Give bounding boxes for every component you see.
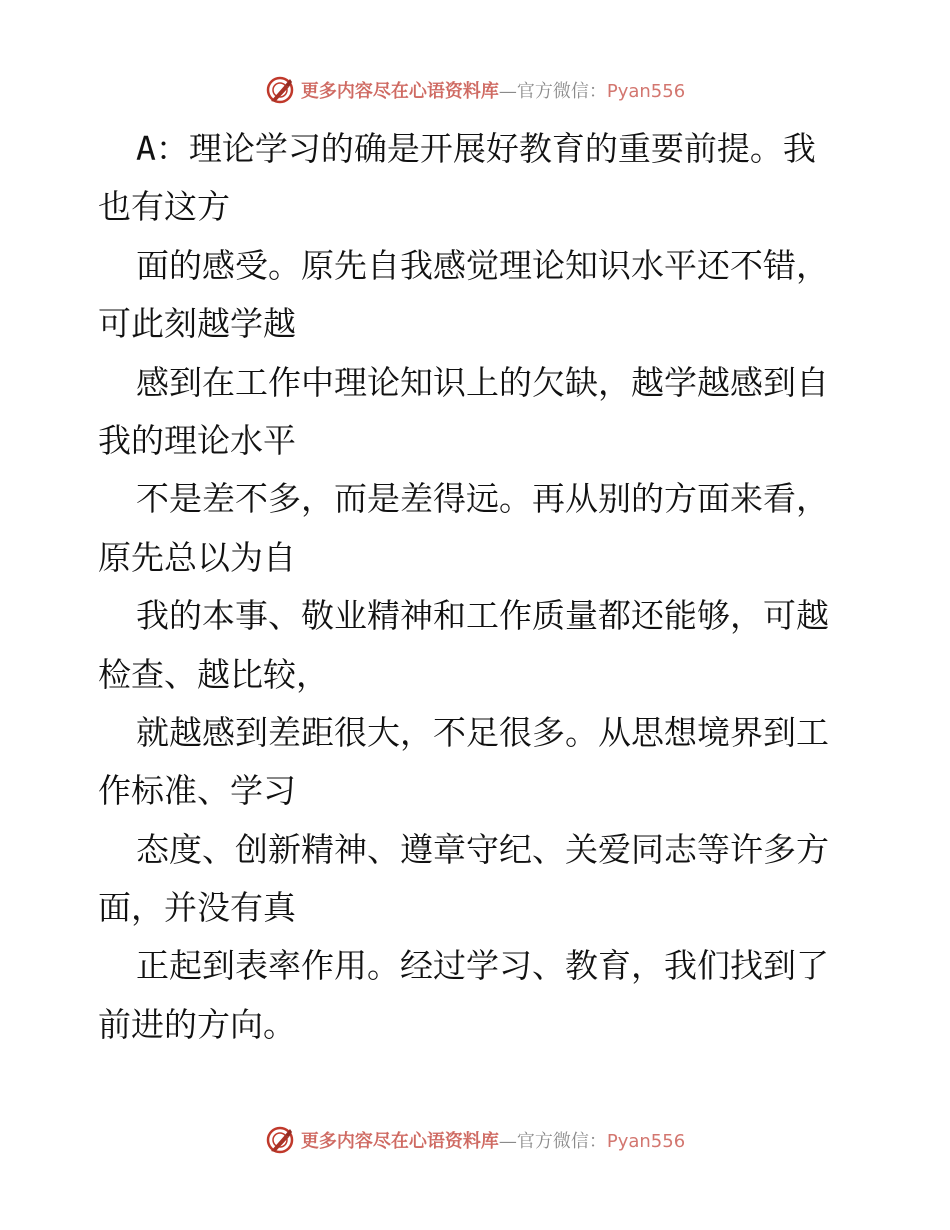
watermark-official-label: 官方微信： [516, 1131, 607, 1152]
text-line: 我的本事、敬业精神和工作质量都还能够，可越 [136, 596, 829, 636]
text-line: A：理论学习的确是开展好教育的重要前提。我 [136, 129, 816, 168]
text-line: 作标准、学习 [98, 771, 296, 811]
watermark-official-label: 官方微信： [516, 81, 607, 102]
text-line: 检查、越比较， [98, 654, 329, 694]
text-line: 面的感受。原先自我感觉理论知识水平还不错， [136, 245, 829, 285]
watermark-wechat-id: Pyan556 [606, 81, 686, 102]
pen-seal-logo-icon [265, 75, 295, 105]
watermark-brand: 更多内容尽在心语资料库 [300, 81, 499, 102]
watermark-separator: — [498, 1131, 517, 1152]
text-line: 原先总以为自 [98, 537, 296, 577]
watermark-text [301, 1127, 685, 1153]
document-body [98, 120, 858, 1054]
pen-seal-logo-icon [265, 1125, 295, 1155]
text-line: 面，并没有真 [98, 888, 296, 928]
text-line: 可此刻越学越 [98, 304, 296, 344]
watermark-separator: — [498, 81, 517, 102]
watermark-brand: 更多内容尽在心语资料库 [300, 1131, 499, 1152]
text-line: 也有这方 [98, 187, 230, 227]
text-line: 态度、创新精神、遵章守纪、关爱同志等许多方 [136, 829, 829, 869]
footer-watermark [0, 1120, 950, 1160]
text-line: 不是差不多，而是差得远。再从别的方面来看， [136, 479, 829, 519]
text-line: 正起到表率作用。经过学习、教育，我们找到了 [136, 946, 829, 986]
text-line: 就越感到差距很大，不足很多。从思想境界到工 [136, 712, 829, 752]
watermark-wechat-id: Pyan556 [606, 1131, 686, 1152]
text-line: 我的理论水平 [98, 420, 296, 460]
header-watermark [0, 70, 950, 110]
text-line: 感到在工作中理论知识上的欠缺，越学越感到自 [136, 362, 829, 402]
watermark-text [301, 77, 685, 103]
text-line: 前进的方向。 [98, 1004, 296, 1044]
